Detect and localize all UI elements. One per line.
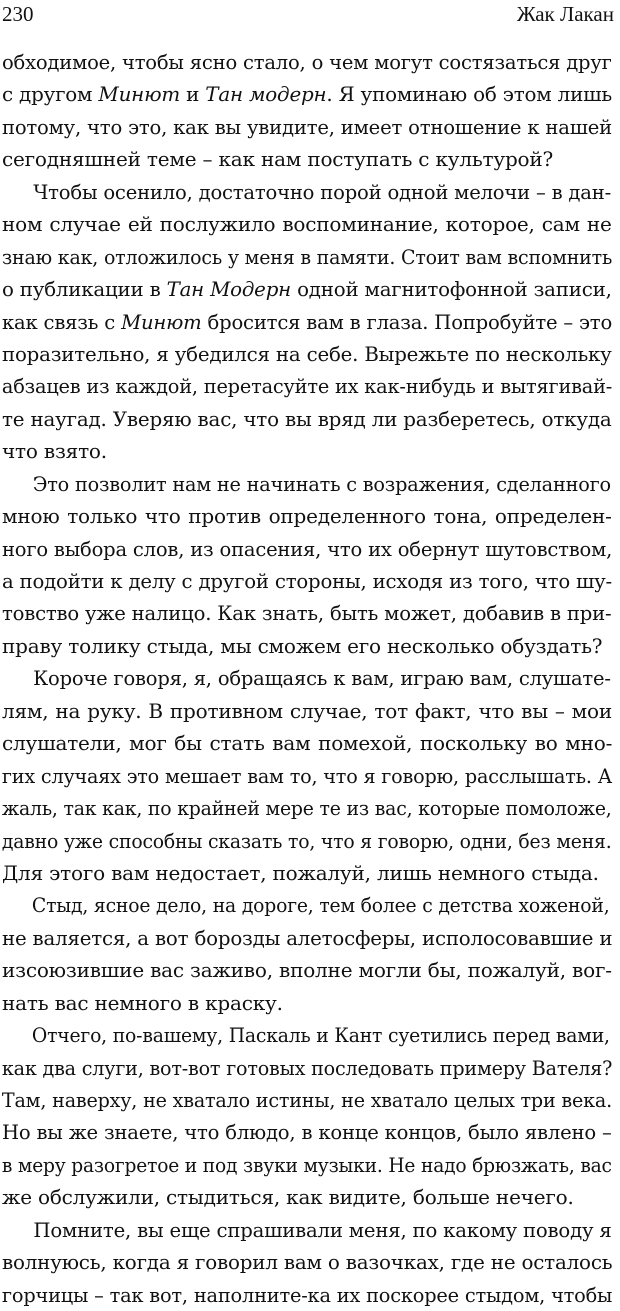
text-line: Отчего, по-вашему, Паскаль и Кант суетились перед вами, <box>31 1023 610 1048</box>
text-line: о публикации в Тан Модерн одной магнитофонной записи, <box>1 277 612 302</box>
text-line: Стыд, ясное дело, на дороге, тем более с детства хоженой, <box>31 893 610 918</box>
text-line: Короче говоря, я, обращаясь к вам, играю вам, слушате- <box>33 666 611 691</box>
text-line: те наугад. Уверяю вас, что вы вряд ли разберетесь, откуда <box>1 406 612 431</box>
text-line: праву толику стыда, мы сможем его несколько обуздать? <box>2 633 603 658</box>
text-line: давно уже способны сказать то, что я говорю, одни, без меня. <box>1 828 612 853</box>
text-line: как связь с Минют бросится вам в глаза. Попробуйте – это <box>1 309 613 334</box>
page-number: 230 <box>2 2 34 26</box>
text-line: с другом Минют и Тан модерн. Я упоминаю об этом лишь <box>1 82 613 107</box>
text-line: не валяется, а вот борозды алетосферы, исполосовавшие и <box>1 925 613 950</box>
text-line: лям, на руку. В противном случае, тот факт, что вы – мои <box>2 698 613 723</box>
text-line: изсоюзившие вас заживо, вполне могли бы, пожалуй, вог- <box>2 958 612 983</box>
text-line: Там, наверху, не хватало истины, не хватало целых три века. <box>1 1088 612 1112</box>
text-line: гих случаях это мешает вам то, что я говорю, расслышать. А <box>1 763 613 788</box>
text-line: Для этого вам недостает, пожалуй, лишь немного стыда. <box>2 860 599 885</box>
text-line: обходимое, чтобы ясно стало, о чем могут состязаться друг <box>1 50 612 74</box>
text-line: горчицы – так вот, наполните-ка их поскорее стыдом, чтобы <box>1 1282 613 1307</box>
text-line: а подойти к делу с другой стороны, исходя из того, что шу- <box>1 569 612 593</box>
text-line: товство уже налицо. Как знать, быть может, добавив в при- <box>1 601 612 626</box>
text-line: что взято. <box>2 439 107 464</box>
text-line: сегодняшней теме – как нам поступать с культурой? <box>2 147 554 172</box>
body-text <box>0 46 620 1311</box>
running-head: Жак Лакан <box>516 2 614 26</box>
text-line: жаль, так как, по крайней мере те из вас, которые помоложе, <box>1 796 612 821</box>
text-line: же обслужили, стыдиться, как видите, больше нечего. <box>2 1185 574 1210</box>
text-line: Помните, вы еще спрашивали меня, по какому поводу я <box>33 1217 612 1242</box>
text-line: поразительно, я убедился на себе. Вырежьте по нескольку <box>1 341 612 366</box>
text-line: слушатели, мог бы стать вам помехой, поскольку во мно- <box>2 731 613 756</box>
text-line: волнуюсь, когда я говорил вам о вазочках, где не осталось <box>1 1250 613 1275</box>
text-line: знаю как, отложилось у меня в памяти. Стоит вам вспомнить <box>1 244 613 269</box>
text-line: мною только что против определенного тона, определен- <box>2 504 612 529</box>
text-line: нать вас немного в краску. <box>2 990 283 1015</box>
text-line: Но вы же знаете, что блюдо, в конце концов, было явлено – <box>1 1120 612 1145</box>
page-header <box>0 0 620 36</box>
text-line: в меру разогретое и под звуки музыки. Не надо брюзжать, вас <box>1 1152 612 1177</box>
text-line: потому, что это, как вы увидите, имеет отношение к нашей <box>1 114 613 139</box>
text-line: Это позволит нам не начинать с возражения, сделанного <box>32 471 611 496</box>
text-line: ном случае ей послужило воспоминание, которое, сам не <box>2 212 612 237</box>
text-line: ного выбора слов, из опасения, что их обернут шутовством, <box>1 536 613 561</box>
text-line: как два слуги, вот-вот готовых последовать примеру Вателя? <box>1 1055 613 1080</box>
text-line: Чтобы осенило, достаточно порой одной мелочи – в дан- <box>33 179 612 204</box>
text-line: абзацев из каждой, перетасуйте их как-нибудь и вытягивай- <box>1 374 613 399</box>
